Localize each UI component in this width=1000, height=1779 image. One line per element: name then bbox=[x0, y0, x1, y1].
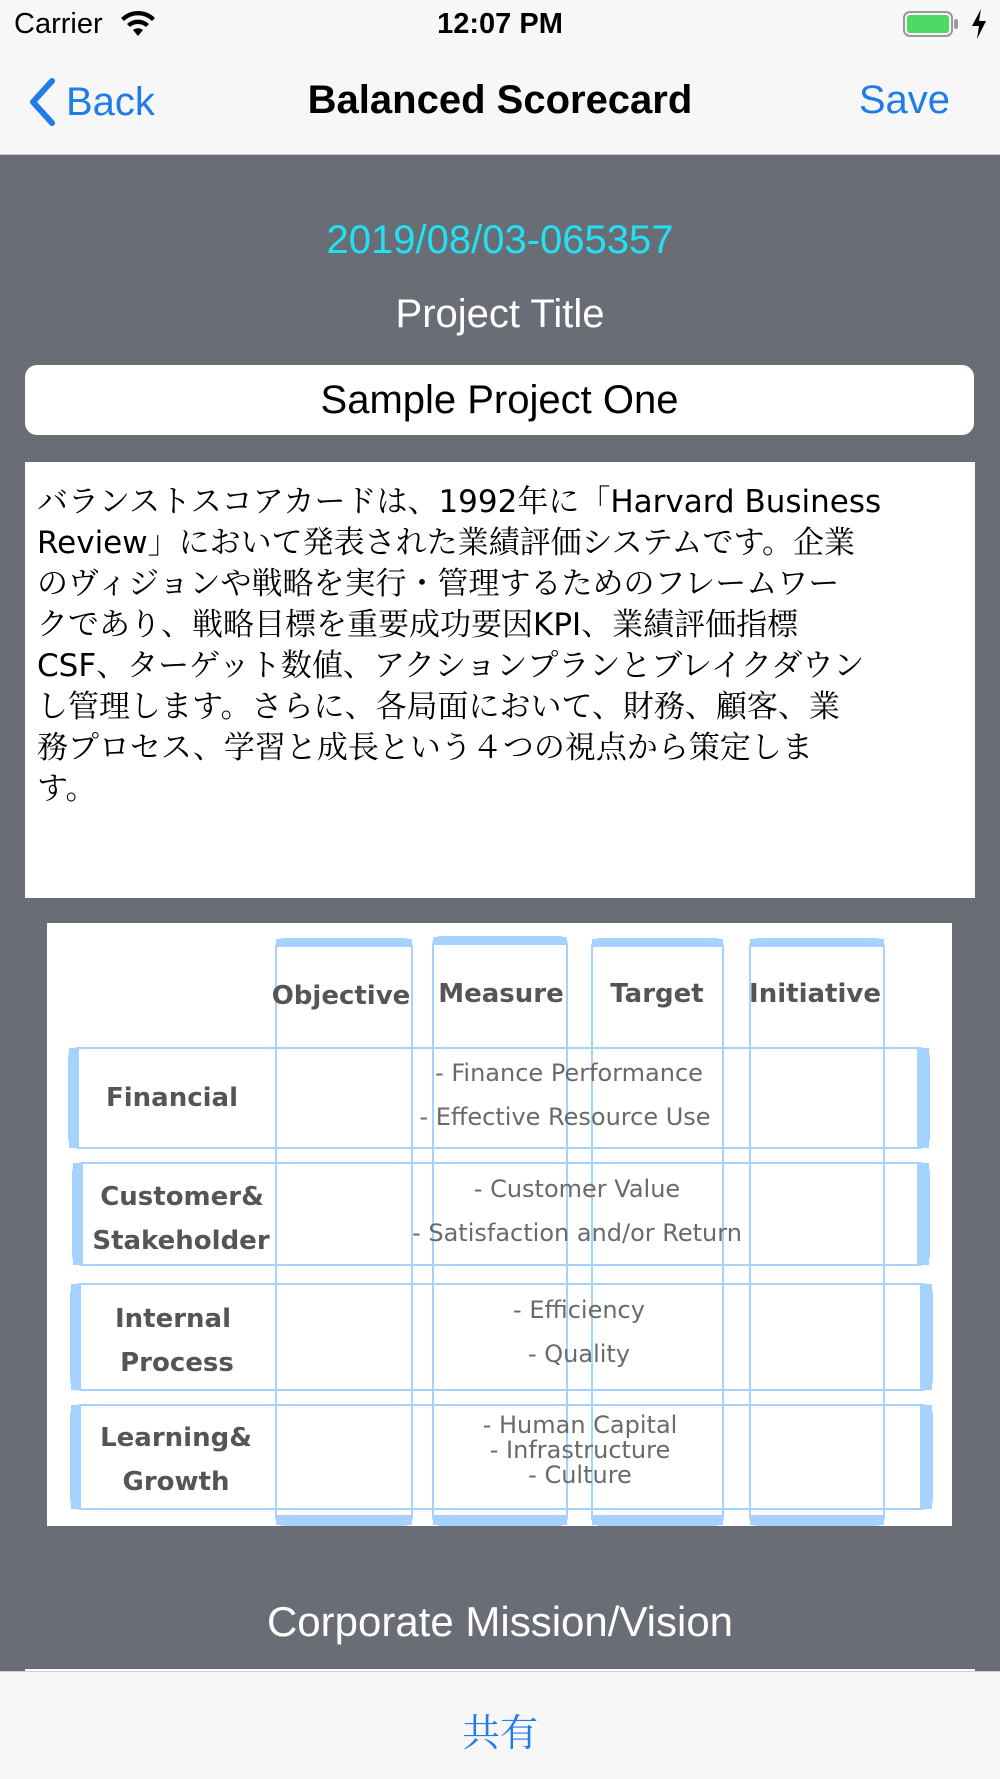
description-line: し管理します。さらに、各局面において、財務、顧客、業 bbox=[37, 689, 840, 725]
measure-item: - Satisfaction and/or Return bbox=[412, 1219, 742, 1247]
description-line: バランストスコアカードは、1992年に「Harvard Business bbox=[37, 484, 882, 520]
row-label-growth: Growth bbox=[122, 1467, 230, 1497]
description-line: CSF、ターゲット数値、アクションプランとブレイクダウン bbox=[37, 648, 865, 684]
row-label-customer: Customer& bbox=[100, 1182, 264, 1212]
project-title-label: Project Title bbox=[395, 292, 605, 336]
description-line: クであり、戦略目標を重要成功要因KPI、業績評価指標 bbox=[37, 607, 799, 643]
page-title: Balanced Scorecard bbox=[307, 78, 693, 122]
row-label-stakeholder: Stakeholder bbox=[92, 1226, 270, 1256]
status-time: 12:07 PM bbox=[437, 8, 563, 40]
measure-item: - Finance Performance bbox=[435, 1059, 703, 1087]
row-label-process: Process bbox=[120, 1348, 234, 1378]
column-header-objective: Objective bbox=[271, 981, 411, 1011]
scorecard-diagram bbox=[47, 923, 952, 1526]
column-header-measure: Measure bbox=[438, 979, 564, 1009]
description-text-area[interactable] bbox=[25, 462, 975, 898]
record-timestamp: 2019/08/03-065357 bbox=[326, 218, 674, 262]
carrier-label: Carrier bbox=[14, 8, 103, 40]
charging-bolt-icon bbox=[970, 9, 988, 39]
measure-item: - Infrastructure bbox=[489, 1436, 671, 1464]
back-button-label: Back bbox=[66, 79, 155, 124]
bottom-toolbar bbox=[0, 1671, 1000, 1779]
description-line: のヴィジョンや戦略を実行・管理するためのフレームワー bbox=[37, 566, 840, 602]
navigation-bar bbox=[0, 50, 1000, 155]
project-title-field[interactable]: Sample Project One bbox=[25, 365, 974, 435]
row-label-learning: Learning& bbox=[100, 1423, 252, 1453]
measure-item: - Quality bbox=[527, 1340, 631, 1368]
description-line: す。 bbox=[37, 771, 97, 807]
measure-item: - Culture bbox=[528, 1461, 632, 1489]
measure-item: - Effective Resource Use bbox=[419, 1103, 711, 1131]
description-line: 務プロセス、学習と成長という４つの視点から策定しま bbox=[37, 730, 813, 766]
measure-item: - Human Capital bbox=[482, 1411, 678, 1439]
share-button[interactable]: 共有 bbox=[461, 1711, 538, 1755]
description-line: Review」において発表された業績評価システムです。企業 bbox=[37, 525, 856, 561]
measure-item: - Customer Value bbox=[473, 1175, 681, 1203]
column-header-initiative: Initiative bbox=[749, 979, 881, 1009]
status-bar bbox=[0, 0, 1000, 50]
measure-item: - Efficiency bbox=[513, 1296, 645, 1324]
mission-vision-label: Corporate Mission/Vision bbox=[266, 1598, 734, 1645]
column-header-target: Target bbox=[610, 979, 704, 1009]
row-label-financial: Financial bbox=[105, 1083, 239, 1113]
save-button[interactable]: Save bbox=[858, 78, 950, 122]
battery-icon bbox=[903, 11, 959, 37]
row-label-internal: Internal bbox=[114, 1304, 232, 1334]
